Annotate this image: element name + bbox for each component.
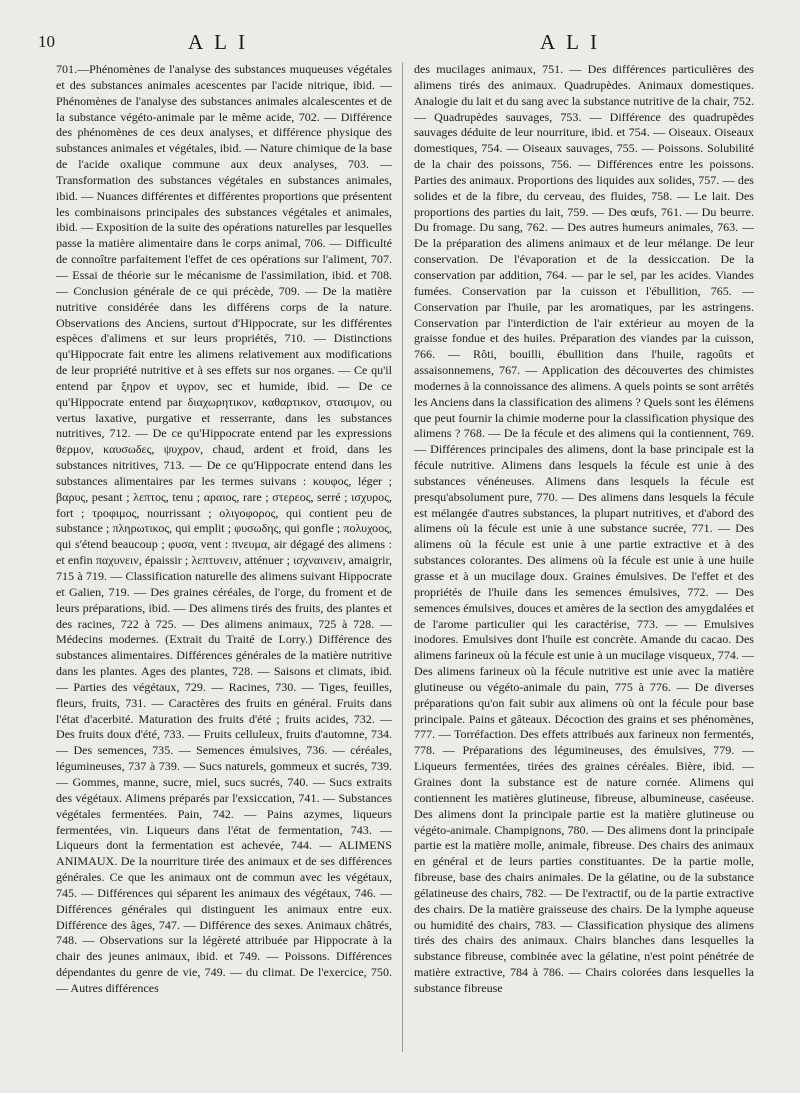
right-column-text: des mucilages animaux, 751. — Des différences particulières des alimens tirés des animaux. Quadrupèdes. Animaux domestiques. Analogie du lait et du sang avec la substance nutritive de la chair, 752. — Quadrupèdes sauvages, 753. — Différence des quadrupèdes sauvages déduite de leur nourriture, ibid. et 754. — Oiseaux. Oiseaux domestiques, 754. — Oiseaux sauvages, 755. — Poissons. Solubilité de la chair des poissons, 756. — Différences entre les poissons. Parties des animaux. Proportions des liquides aux solides, 757. — des solides et de la fibre, du cerveau, des fluides, 758. — Le lait. Des proportions des parties du lait, 759. — Des œufs, 761. — Du beurre. Du fromage. Du sang, 762. — Des autres humeurs animales, 763. — De la préparation des alimens animaux et de leur mélange. De leur conservation. De l'évaporation et de la dessiccation. De la conservation par addition, 764. — par le sel, par les acides. Viandes fumées. Conservation par la cuisson et l'ébullition, 765. — Conservation par l'huile, par les aromatiques, par les astringens. Conservation par l'interdiction de l'air extérieur au moyen de la graisse fondue et des huiles. Préparation des viandes par la cuisson, 766. — Rôti, bouilli, ébullition dans l'huile, ragoûts et assaisonnemens, 767. — Application des découvertes des chimistes modernes à la connoissance des alimens. A quels points se sont arrêtés les Anciens dans la classification des alimens ? Quels sont les élémens que peut fournir la chimie moderne pour la classification physique des alimens ? 768. — De la fécule et des alimens qui la contiennent, 769. — Différences principales des alimens, dont la base principale est la fécule nutritive. Alimens dans lesquels la fécule est unie à des substances vénéneuses. Alimens dans lesquels la fécule est presqu'absolument pure, 770. — Des alimens dans lesquels la fécule est mélangée d'autres substances, la plupart nutritives, et d'abord des alimens où la fécule est unie à une substance sucrée, 771. — Des alimens où la fécule est unie à une partie extractive et à des substances colorantes. Des alimens où la fécule est unie à une huile grasse et à un mucilage doux. Graines émulsives. De l'effet et des propriétés de l'huile dans les semences émulsives, 772. — Des semences émulsives, douces et amères de la section des amygdalées et de l'arome particulier qui les caractérise, 773. — — Emulsives inodores. Emulsives dont l'huile est concrète. Amande du cacao. Des alimens farineux où la fécule est unie à un mucilage visqueux, 774. — Des alimens farineux où la fécule nutritive est unie avec la matière glutineuse ou végéto-animale du pain, 775 à 776. — De diverses préparations qu'on fait subir aux alimens où ont la fécule pour base principale. Pains et gâteaux. Décoction des grains et ses phénomènes, 777. — Torréfaction. Des effets attribués aux farineux non fermentés, 778. — Préparations des légumineuses, des émulsives, 779. — Liqueurs fermentées, tirées des graines céréales. Bière, ibid. — Graines dont la substance est de nature cornée. Alimens qui contiennent les matières glutineuse, fibreuse, albumineuse, caséeuse. Des alimens dont la principale partie est la matière glutineuse ou végéto-animale. Champignons, 780. — Des alimens dont la principale partie est la matière molle, animale, fibreuse. Des chairs des animaux en général et de leurs parties constituantes. De la partie molle, fibreuse, base des chairs animales. De la gélatine, ou de la substance gélatineuse des chairs, 782. — De l'extractif, ou de la partie extractive des chairs. De la matière graisseuse des chairs. De la lymphe aqueuse ou humidité des chairs, 783. — Classification physique des alimens tirés des chairs des animaux. Chairs blanches dans lesquelles la substance fibreuse, combinée avec la gélatine, n'est point pénétrée de matière extractive, 784 à 786. — Chairs colorées dans lesquelles la substance fibreuse: [414, 62, 754, 995]
left-column-text: 701.—Phénomènes de l'analyse des substances muqueuses végétales et des substances animales acescentes par l'acide nitrique, ibid. — Phénomènes de l'analyse des substances animales alcalescentes et de la substance végéto-animale par le même acide, 702. — Différence des phénomènes de ces deux analyses, et différence physique des substances animales et végétales, ibid. — Nature chimique de la base de l'acide oxalique commune aux deux analyses, 703. — Transformation des substances végétales en substances animales, ibid. — Nuances différentes et différentes proportions que présentent les combinaisons principales des substances végétales et animales, ibid. — Exposition de la suite des opérations naturelles par lesquelles passe la matière alimentaire dans le corps animal, 706. — Difficulté de connoître parfaitement l'effet de ces opérations sur l'aliment, 707. — Essai de théorie sur le mécanisme de l'assimilation, ibid. et 708. — Conclusion générale de ce qui précède, 709. — De la matière nutritive considérée dans les différens corps de la nature. Observations des Anciens, surtout d'Hippocrate, sur les différentes espèces d'alimens et sur leurs propriétés, 710. — Distinctions qu'Hippocrate fait entre les alimens relativement aux modifications de leur propriété nutritive et à ses effets sur nos organes. — Ce qu'il entend par ξηρον et υγρον, sec et humide, ibid. — De ce qu'Hippocrate entend par διαχωρητικον, καθαρτικον, στασιμον, ou vertus laxative, purgative et resserrante, dans les substances nutritives, 712. — De ce qu'Hippocrate entend par les expressions θερμον, καυσωδες, ψυχρον, chaud, ardent et froid, dans les substances nitritives, 713. — De ce qu'Hippocrate entend dans les substances alimentaires par les termes suivans : κουφος, léger ; βαρυς, pesant ; λεπτος, tenu ; αραιος, rare ; στερεος, serré ; ισχυρος, fort ; τροφιμος, nourrissant ; ολιγοφορος, qui contient peu de substance ; πληρωτικος, qui emplit ; φυσωδης, qui gonfle ; πολυχοος, qui s'étend beaucoup ; φυσα, vent : πνευμα, air dégagé des alimens : et enfin παχυνειν, épaissir ; λεπτυνειν, atténuer ; ισχναινειν, amaigrir, 715 à 719. — Classification naturelle des alimens suivant Hippocrate et Galien, 719. — Des graines céréales, de l'orge, du froment et de leurs préparations, ibid. — Des alimens tirés des fruits, des plantes et des racines, 722 à 725. — Des alimens animaux, 725 à 728. — Médecins modernes. (Extrait du Traité de Lorry.) Différence des substances alimentaires. Différences générales de la matière nutritive dans les plantes. Ages des plantes, 728. — Saisons et climats, ibid. — Parties des végétaux, 729. — Racines, 730. — Tiges, feuilles, fleurs, fruits, 731. — Caractères des fruits en général. Fruits dans l'état d'acerbité. Maturation des fruits d'été ; fruits acides, 732. — Des fruits doux d'été, 733. — Fruits celluleux, fruits d'automne, 734. — Des semences, 735. — Semences émulsives, 736. — céréales, légumineuses, 737 à 739. — Sucs naturels, gommeux et sucrés, 739. — Gommes, manne, sucre, miel, sucs sucrés, 740. — Sucs extraits des végétaux. Alimens préparés par l'exsiccation, 741. — Substances végétales fermentées. Pain, 742. — Pains azymes, liqueurs fermentées, vin. Liqueurs dans l'état de fermentation, 743. — Liqueurs dont la fermentation est achevée, 744. — ALIMENS ANIMAUX. De la nourriture tirée des animaux et de ses différences générales. Ce que les animaux ont de commun avec les végétaux, 745. — Différences qui séparent les animaux des végétaux, 746. — Différences générales qui distinguent les animaux entre eux. Différence des âges, 747. — Différence des sexes. Animaux châtrés, 748. — Observations sur la légèreté attribuée par Hippocrate à la chair des jeunes animaux, ibid. et 749. — Poissons. Différences dépendantes du genre de vie, 749. — du climat. De l'exercice, 750. — Autres différences: [56, 62, 392, 995]
column-divider: [402, 62, 403, 1052]
page-number: 10: [38, 32, 55, 51]
running-head-left: ALI: [188, 30, 256, 54]
running-head-right: ALI: [540, 30, 608, 54]
page-header: [0, 26, 800, 56]
